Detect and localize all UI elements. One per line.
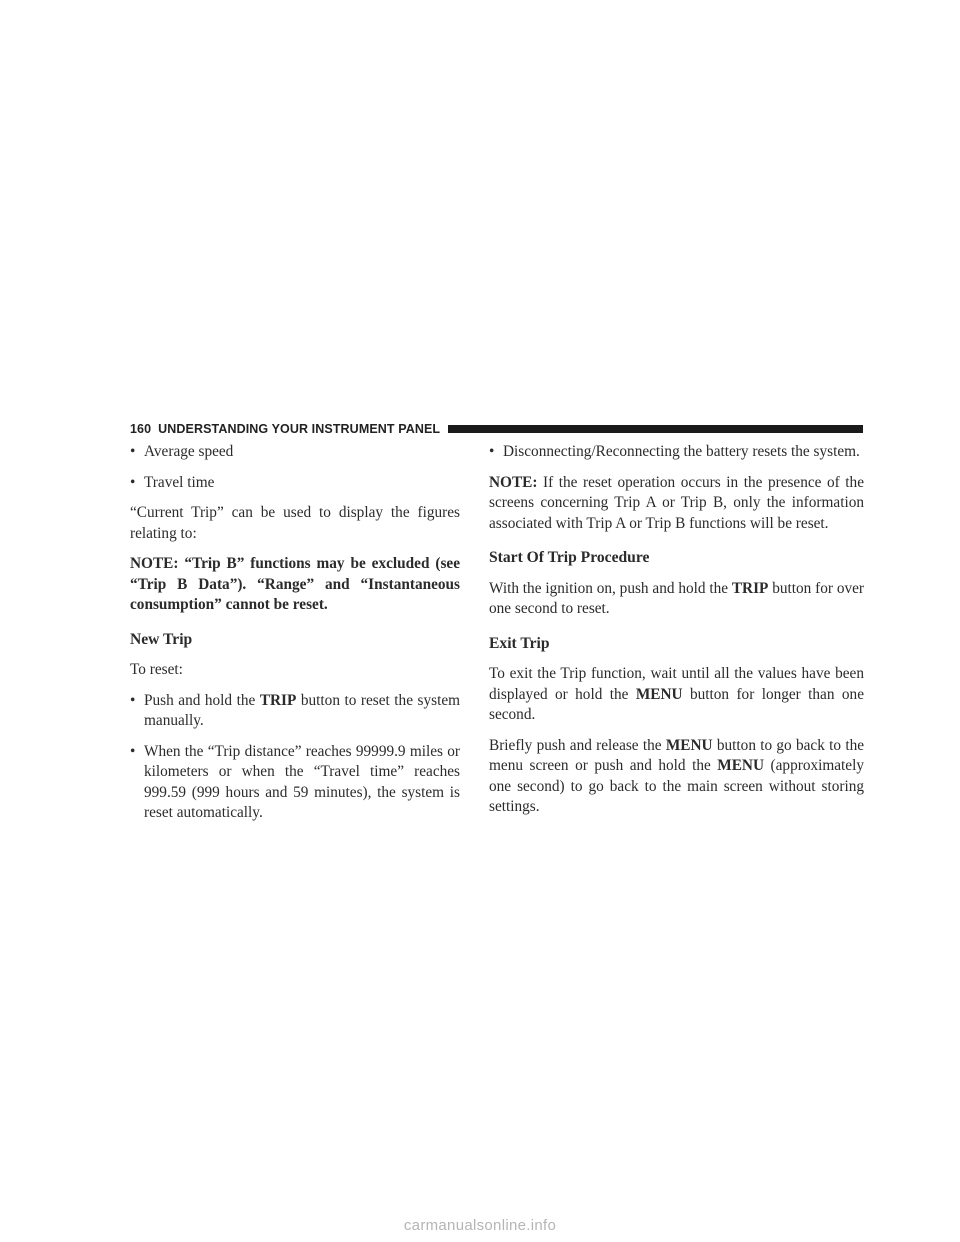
bullet-dot-icon: • <box>130 742 136 760</box>
bullet-battery-reset <box>489 442 864 463</box>
heading-new-trip: New Trip <box>130 630 193 648</box>
menu-briefly-text: Briefly push and release the MENU button to go back to the menu screen or push and hold the MENU (approximately one second) to go back to the main screen without storing settings. <box>489 736 865 815</box>
menu-button-label: MENU <box>635 685 683 703</box>
bullet-dot-icon: • <box>489 443 495 460</box>
header-rule <box>448 425 863 433</box>
bullet-average-speed <box>130 442 460 463</box>
section-title: UNDERSTANDING YOUR INSTRUMENT PANEL <box>158 422 441 436</box>
trip-button-label: TRIP <box>731 579 769 597</box>
trip-button-label: TRIP <box>259 691 297 709</box>
bullet-text: Push and hold the TRIP button to reset the system manually. <box>144 691 461 729</box>
to-reset-label: To reset: <box>130 661 183 678</box>
page-number: 160 <box>130 422 152 436</box>
heading-exit-trip: Exit Trip <box>489 634 550 652</box>
menu-button-label: MENU <box>717 757 765 774</box>
bullet-dot-icon: • <box>130 443 136 460</box>
bullet-travel-time <box>130 473 460 494</box>
page-header <box>130 418 863 440</box>
note-label: NOTE: <box>489 473 538 491</box>
bullet-push-hold-trip <box>130 691 460 732</box>
heading-start-of-trip: Start Of Trip Procedure <box>489 549 650 566</box>
reset-note: NOTE: If the reset operation occurs in the presence of the screens concerning Trip A or Trip B, only the information associated with Trip A or Trip B functions will be reset. <box>489 473 864 532</box>
bullet-text: Average speed <box>144 443 234 460</box>
trip-b-note: NOTE: “Trip B” functions may be excluded (see “Trip B Data”). “Range” and “Instantaneous consumption” cannot be reset. <box>130 555 460 613</box>
right-column <box>489 440 864 818</box>
left-column <box>130 440 460 824</box>
menu-button-label: MENU <box>665 736 713 754</box>
bullet-text: When the “Trip distance” reaches 99999.9 miles or kilometers or when the “Travel time” reaches 999.59 (999 hours and 59 minutes), the system is reset automatically. <box>144 742 460 821</box>
exit-trip-text: To exit the Trip function, wait until all the values have been displayed or hold the MENU button for longer than one second. <box>489 665 864 723</box>
watermark: carmanualsonline.info <box>403 1217 557 1234</box>
bullet-text: Travel time <box>144 473 215 491</box>
bullet-dot-icon: • <box>130 473 136 491</box>
bullet-dot-icon: • <box>130 691 136 709</box>
start-of-trip-text: With the ignition on, push and hold the TRIP button for over one second to reset. <box>489 579 864 617</box>
bullet-text: Disconnecting/Reconnecting the battery resets the system. <box>503 443 860 460</box>
current-trip-intro: “Current Trip” can be used to display the figures relating to: <box>130 504 460 542</box>
bullet-auto-reset <box>130 742 460 824</box>
